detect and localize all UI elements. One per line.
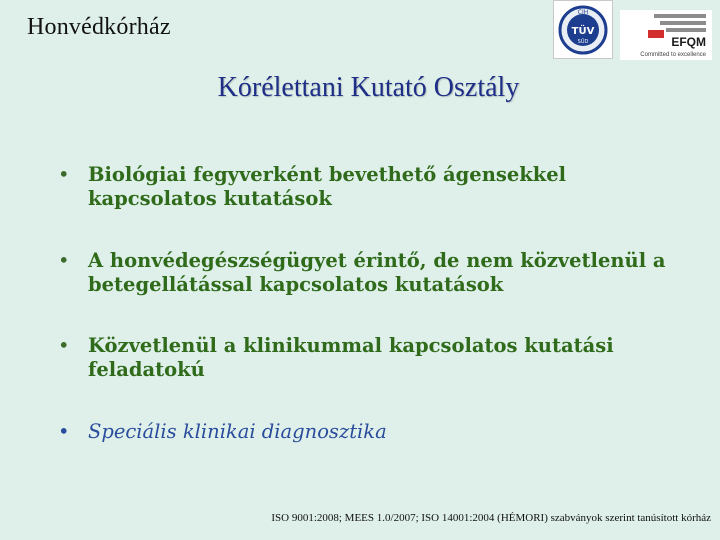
tuv-certification-seal-icon bbox=[554, 1, 612, 58]
bullet-item bbox=[58, 334, 698, 382]
bullet-item bbox=[58, 163, 698, 211]
efqm-logo-icon bbox=[620, 10, 712, 60]
efqm-logo bbox=[620, 10, 712, 60]
efqm-tagline: Committed to excellence bbox=[640, 52, 706, 58]
page-title: Kórélettani Kutató Osztály bbox=[217, 72, 520, 103]
tuv-sub-text: SÜD bbox=[577, 39, 589, 45]
bullet-marker: • bbox=[58, 420, 70, 443]
bullet-text: Speciális klinikai diagnosztika bbox=[88, 420, 387, 443]
bullet-marker: • bbox=[58, 249, 70, 272]
tuv-main-text: TÜV bbox=[571, 26, 595, 37]
efqm-wordmark: EFQM bbox=[671, 35, 706, 49]
bullet-text: Közvetlenül a klinikummal kapcsolatos kutatási feladatokú bbox=[88, 334, 614, 381]
bullet-marker: • bbox=[58, 163, 70, 186]
bullet-text: A honvédegészségügyet érintő, de nem közvetlenül a betegellátással kapcsolatos kutatások bbox=[88, 249, 666, 296]
bullet-text: Biológiai fegyverként bevethető ágensekkel kapcsolatos kutatások bbox=[88, 163, 567, 210]
tuv-top-text: CIH bbox=[577, 9, 589, 16]
bullet-marker: • bbox=[58, 334, 70, 357]
bullet-item bbox=[58, 249, 698, 297]
certification-footer: ISO 9001:2008; MEES 1.0/2007; ISO 14001:2004 (HÉMORI) szabványok szerint tanúsított kórház bbox=[271, 512, 711, 524]
organization-name: Honvédkórház bbox=[27, 14, 171, 40]
tuv-certification-logo bbox=[553, 0, 613, 59]
bullet-list bbox=[58, 163, 698, 444]
bullet-item bbox=[58, 420, 698, 444]
